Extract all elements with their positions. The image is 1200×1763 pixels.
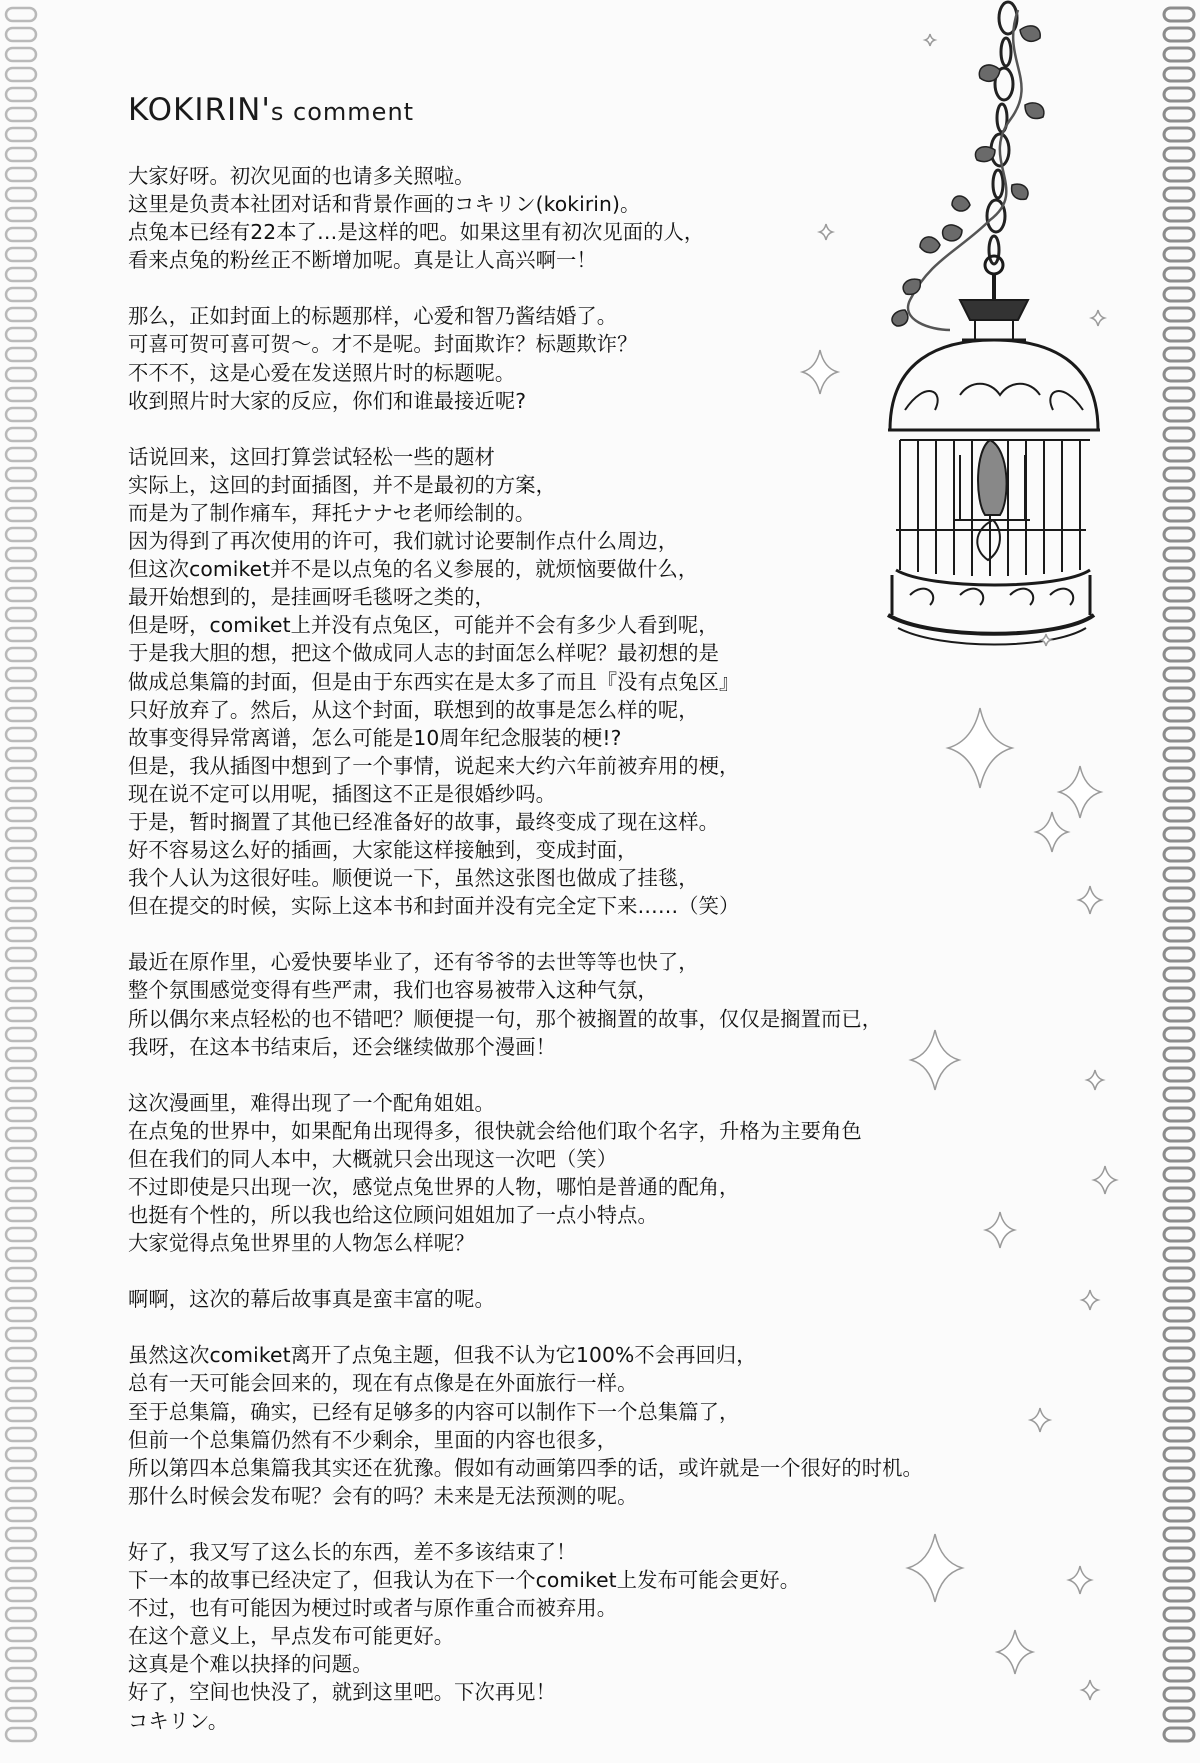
text-line: 但这次comiket并不是以点兔的名义参展的，就烦恼要做什么，	[128, 557, 699, 582]
text-line: 而是为了制作痛车，拜托ナナセ老师绘制的。	[128, 500, 536, 525]
text-line: 这真是个难以抉择的问题。	[128, 1652, 373, 1677]
sparkle-icon	[1082, 1680, 1098, 1700]
paragraph	[128, 1285, 1028, 1313]
text-line: 不过即使是只出现一次，感觉点兔世界的人物，哪怕是普通的配角，	[128, 1175, 740, 1199]
page-title	[128, 92, 414, 128]
text-line: 但前一个总集篇仍然有不少剩余，里面的内容也很多，	[128, 1427, 618, 1452]
text-line: 啊啊，这次的幕后故事真是蛮丰富的呢。	[128, 1287, 495, 1312]
title-main: KOKIRIN'	[128, 92, 271, 128]
text-line: 我个人认为这很好哇。顺便说一下，虽然这张图也做成了挂毯，	[128, 866, 699, 891]
paragraph	[128, 1089, 1028, 1258]
text-line: 好了，空间也快没了，就到这里吧。下次再见！	[128, 1680, 557, 1705]
text-line: コキリン。	[128, 1708, 229, 1733]
text-line: 但在提交的时候，实际上这本书和封面并没有完全定下来……（笑）	[128, 894, 740, 919]
text-line: 故事变得异常离谱，怎么可能是10周年纪念服装的梗!?	[128, 725, 622, 750]
text-line: 在这个意义上，早点发布可能更好。	[128, 1624, 455, 1649]
sparkle-icon	[925, 34, 935, 46]
paragraph	[128, 1538, 1028, 1735]
sparkle-icon	[1094, 1166, 1116, 1194]
text-line: 下一本的故事已经决定了，但我认为在下一个comiket上发布可能会更好。	[128, 1568, 801, 1593]
sparkle-icon	[1036, 812, 1068, 852]
text-line: 因为得到了再次使用的许可，我们就讨论要制作点什么周边，	[128, 529, 679, 554]
sparkle-icon	[1087, 1070, 1103, 1090]
text-line: 好了，我又写了这么长的东西，差不多该结束了！	[128, 1539, 577, 1564]
text-line: 最近在原作里，心爱快要毕业了，还有爷爷的去世等等也快了，	[128, 950, 699, 975]
text-line: 总有一天可能会回来的，现在有点像是在外面旅行一样。	[128, 1371, 638, 1396]
text-line: 实际上，这回的封面插图，并不是最初的方案，	[128, 472, 557, 497]
text-line: 也挺有个性的，所以我也给这位顾问姐姐加了一点小特点。	[128, 1203, 658, 1228]
text-line: 只好放弃了。然后，从这个封面，联想到的故事是怎么样的呢，	[128, 697, 699, 722]
sparkle-icon	[1069, 1566, 1091, 1594]
text-line: 那什么时候会发布呢？会有的吗？未来是无法预测的呢。	[128, 1483, 638, 1508]
text-line: 可喜可贺可喜可贺〜。才不是呢。封面欺诈？标题欺诈？	[128, 332, 638, 357]
sparkle-icon	[1059, 766, 1101, 818]
text-line: 做成总集篇的封面，但是由于东西实在是太多了而且『没有点兔区』	[128, 669, 740, 694]
text-line: 所以偶尔来点轻松的也不错吧？顺便提一句，那个被搁置的故事，仅仅是搁置而已，	[128, 1006, 883, 1031]
sparkle-icon	[1030, 1408, 1049, 1432]
text-line: 现在说不定可以用呢，插图这不正是很婚纱吗。	[128, 781, 557, 806]
paragraph	[128, 1341, 1028, 1510]
text-line: 但是呀，comiket上并没有点兔区，可能并不会有多少人看到呢，	[128, 613, 719, 638]
sparkle-icon	[1092, 310, 1105, 326]
text-line: 于是，暂时搁置了其他已经准备好的故事，最终变成了现在这样。	[128, 809, 720, 834]
text-line: 这里是负责本社团对话和背景作画的コキリン(kokirin)。	[128, 192, 641, 217]
text-line: 大家觉得点兔世界里的人物怎么样呢？	[128, 1231, 475, 1256]
text-line: 大家好呀。初次见面的也请多关照啦。	[128, 164, 475, 188]
text-line: 话说回来，这回打算尝试轻松一些的题材	[128, 444, 495, 469]
text-line: 于是我大胆的想，把这个做成同人志的封面怎么样呢？最初想的是	[128, 641, 720, 666]
paragraph	[128, 302, 1028, 414]
text-line: 好不容易这么好的插画，大家能这样接触到，变成封面，	[128, 838, 638, 863]
sparkle-icon	[1079, 886, 1101, 914]
sparkle-icon	[1082, 1290, 1098, 1310]
text-line: 不过，也有可能因为梗过时或者与原作重合而被弃用。	[128, 1596, 618, 1621]
title-suffix: s comment	[270, 98, 415, 126]
text-line: 这次漫画里，难得出现了一个配角姐姐。	[128, 1090, 495, 1115]
text-line: 看来点兔的粉丝正不断增加呢。真是让人高兴啊一！	[128, 248, 597, 273]
comment-body	[128, 162, 1028, 1763]
paragraph	[128, 162, 1028, 274]
text-line: 点兔本已经有22本了…是这样的吧。如果这里有初次见面的人，	[128, 220, 705, 245]
text-line: 不不不，这是心爱在发送照片时的标题呢。	[128, 360, 516, 385]
paragraph	[128, 948, 1028, 1060]
text-line: 但在我们的同人本中，大概就只会出现这一次吧（笑）	[128, 1146, 618, 1171]
text-line: 整个氛围感觉变得有些严肃，我们也容易被带入这种气氛，	[128, 978, 658, 1003]
paragraph	[128, 443, 1028, 921]
text-line: 收到照片时大家的反应，你们和谁最接近呢?	[128, 388, 527, 413]
text-line: 最开始想到的，是挂画呀毛毯呀之类的，	[128, 585, 495, 610]
text-line: 所以第四本总集篇我其实还在犹豫。假如有动画第四季的话，或许就是一个很好的时机。	[128, 1455, 923, 1480]
text-line: 虽然这次comiket离开了点兔主题，但我不认为它100%不会再回归，	[128, 1343, 757, 1368]
text-line: 至于总集篇，确实，已经有足够多的内容可以制作下一个总集篇了，	[128, 1399, 740, 1424]
text-line: 在点兔的世界中，如果配角出现得多，很快就会给他们取个名字，升格为主要角色	[128, 1118, 862, 1143]
sparkle-icon	[1041, 634, 1051, 646]
text-line: 那么，正如封面上的标题那样，心爱和智乃酱结婚了。	[128, 304, 618, 329]
text-line: 我呀，在这本书结束后，还会继续做那个漫画！	[128, 1034, 557, 1059]
text-line: 但是，我从插图中想到了一个事情，说起来大约六年前被弃用的梗，	[128, 753, 740, 778]
